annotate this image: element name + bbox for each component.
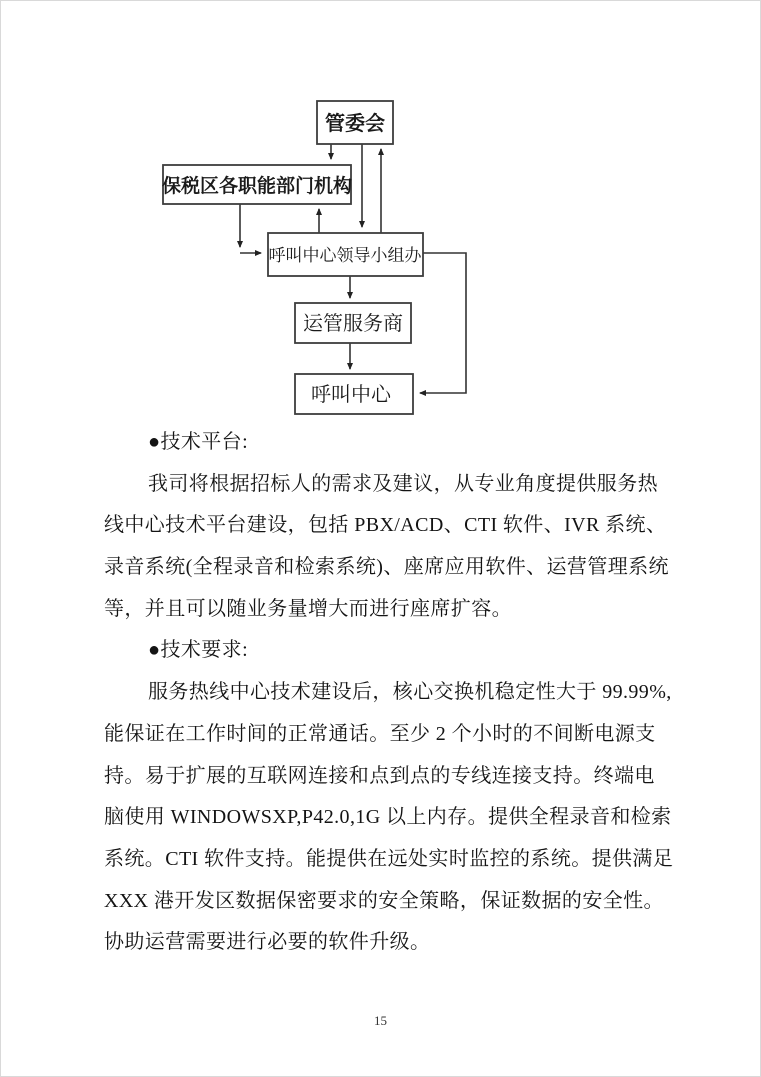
- edge-office-to-callcenter-feedback: [420, 253, 466, 393]
- node-operations-service-provider: [295, 303, 411, 343]
- text-line: 我司将根据招标人的需求及建议，从专业角度提供服务热: [148, 472, 658, 495]
- node-management-committee: [317, 101, 393, 144]
- text-line: 等，并且可以随业务量增大而进行座席扩容。: [104, 597, 512, 620]
- node-bonded-zone-departments-label: 保税区各职能部门机构: [161, 176, 353, 197]
- text-line: XXX 港开发区数据保密要求的安全策略，保证数据的安全性。: [104, 889, 664, 912]
- text-line: 线中心技术平台建设，包括 PBX/ACD、CTI 软件、IVR 系统、: [104, 514, 667, 537]
- body-text: [104, 422, 674, 964]
- edge-departments-to-office: [240, 204, 261, 253]
- text-line: 录音系统(全程录音和检索系统)、座席应用软件、运营管理系统: [104, 556, 669, 579]
- bullet-line: ●技术平台:: [148, 431, 249, 453]
- org-flowchart: [1, 1, 761, 431]
- bullet-line: ●技术要求:: [148, 639, 249, 662]
- node-management-committee-label: 管委会: [325, 113, 385, 135]
- text-line: 服务热线中心技术建设后，核心交换机稳定性大于 99.99%,: [148, 681, 672, 704]
- text-line: 持。易于扩展的互联网连接和点到点的专线连接支持。终端电: [104, 764, 655, 787]
- page-number: 15: [374, 1013, 387, 1028]
- node-call-center-leading-group-office: [268, 233, 423, 276]
- node-operations-service-provider-label: 运管服务商: [303, 313, 403, 335]
- node-call-center-leading-group-office-label: 呼叫中心领导小组办: [268, 246, 422, 265]
- node-call-center-label: 呼叫中心: [311, 384, 391, 406]
- text-line: 系统。CTI 软件支持。能提供在远处实时监控的系统。提供满足: [104, 847, 674, 870]
- text-line: 能保证在工作时间的正常通话。至少 2 个小时的不间断电源支: [104, 722, 656, 745]
- text-line: 协助运营需要进行必要的软件升级。: [104, 931, 431, 954]
- node-call-center: [295, 374, 413, 414]
- text-line: 脑使用 WINDOWSXP,P42.0,1G 以上内存。提供全程录音和检索: [104, 806, 672, 829]
- node-bonded-zone-departments: [162, 165, 352, 204]
